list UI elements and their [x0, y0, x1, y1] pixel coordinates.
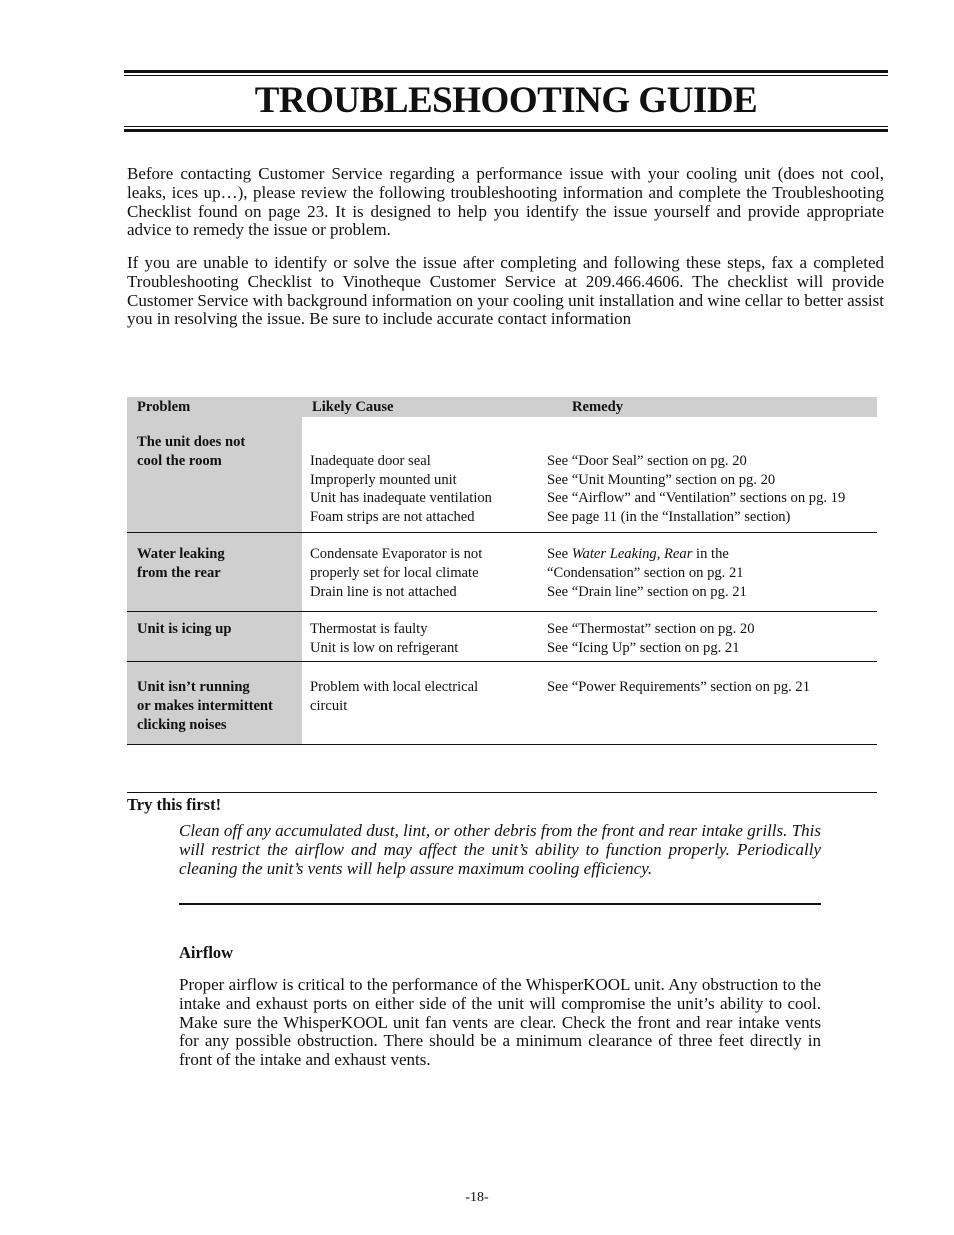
table-row [127, 612, 877, 662]
title-bottom-rule-thin [124, 126, 888, 127]
cause-cell [302, 662, 541, 745]
cause-line: Unit is low on refrigerant [310, 639, 459, 656]
table-header-row [127, 397, 877, 417]
cause-line: circuit [310, 697, 348, 714]
remedy-line: See “Thermostat” section on pg. 20 [547, 621, 755, 638]
try-first-top-rule [127, 792, 877, 793]
cause-cell [302, 533, 541, 612]
try-first-bottom-rule [179, 903, 821, 905]
title-bottom-rule-thick [124, 129, 888, 132]
problem-cell [127, 612, 302, 662]
remedy-italic-ref: Water Leaking, Rear [571, 546, 693, 563]
cause-line: Condensate Evaporator is not [310, 546, 483, 563]
cause-line: Unit has inadequate ventilation [310, 490, 492, 507]
problem-line: The unit does not [137, 434, 246, 450]
remedy-line [547, 545, 877, 564]
problem-line: Unit isn’t running [137, 679, 250, 696]
cause-line: Problem with local electrical [310, 679, 479, 696]
remedy-cell [541, 417, 877, 533]
remedy-line: See page 11 (in the “Installation” section) [547, 508, 791, 525]
cause-line: Improperly mounted unit [310, 471, 457, 488]
problem-line: from the rear [137, 564, 221, 581]
page-number: -18- [465, 1190, 489, 1205]
problem-cell [127, 662, 302, 745]
intro-paragraph-2: If you are unable to identify or solve the issue after completing and following these steps, fax a completed Troubleshooting Checklist to Vinotheque Customer Service at 209.466.4606. The checklist will provide Customer Service with background information on your cooling unit installation and wine cellar to better assist you in resolving the issue. Be sure to include accurate contact information [127, 253, 884, 329]
airflow-text: Proper airflow is critical to the performance of the WhisperKOOL unit. Any obstruction to the intake and exhaust ports on either side of the unit will compromise the unit’s ability to cool. Make sure the WhisperKOOL unit fan vents are clear. Check the front and rear intake vents for any possible obstruction. There should be a minimum clearance of three feet directly in front of the intake and exhaust vents. [179, 975, 821, 1070]
remedy-line: See “Airflow” and “Ventilation” sections on pg. 19 [547, 490, 846, 507]
table-row [127, 533, 877, 612]
header-problem: Problem [127, 397, 302, 417]
problem-cell [127, 533, 302, 612]
problem-cell [127, 417, 302, 533]
header-likely-cause: Likely Cause [302, 397, 541, 417]
table-row [127, 417, 877, 533]
remedy-line: See “Icing Up” section on pg. 21 [547, 639, 740, 656]
problem-line: Unit is icing up [137, 621, 232, 638]
airflow-heading: Airflow [179, 943, 234, 962]
cause-line: Foam strips are not attached [310, 508, 475, 525]
title-top-rule-thin [124, 75, 888, 76]
cause-line: Thermostat is faulty [310, 621, 428, 638]
cause-line: properly set for local climate [310, 564, 479, 581]
remedy-line: See “Door Seal” section on pg. 20 [547, 453, 747, 469]
try-first-heading: Try this first! [127, 795, 222, 814]
remedy-line: See “Drain line” section on pg. 21 [547, 583, 747, 600]
try-first-text: Clean off any accumulated dust, lint, or other debris from the front and rear intake grills. This will restrict the airflow and may affect the unit’s ability to function properly. Periodically cleaning the unit’s vents will help assure maximum cooling efficiency. [179, 821, 821, 878]
remedy-line: “Condensation” section on pg. 21 [547, 564, 744, 581]
title-top-rule-thick [124, 70, 888, 73]
problem-line: or makes intermittent [137, 697, 273, 714]
cause-line: Drain line is not attached [310, 583, 457, 600]
remedy-suffix: in the [692, 546, 729, 563]
cause-cell [302, 417, 541, 533]
table-row [127, 662, 877, 745]
problem-line: cool the room [137, 452, 222, 469]
problem-line: clicking noises [137, 716, 227, 733]
remedy-prefix: See [547, 546, 572, 563]
cause-line: Inadequate door seal [310, 453, 431, 469]
remedy-cell [541, 662, 877, 745]
cause-cell [302, 612, 541, 662]
remedy-cell [541, 612, 877, 662]
remedy-cell [541, 533, 877, 612]
remedy-line: See “Power Requirements” section on pg. 21 [547, 679, 811, 696]
intro-paragraph-1: Before contacting Customer Service regarding a performance issue with your cooling unit (does not cool, leaks, ices up…), please review the following troubleshooting information and complete the Troubleshooting Checklist found on page 23. It is designed to help you identify the issue yourself and provide appropriate advice to remedy the issue or problem. [127, 164, 884, 240]
header-remedy: Remedy [541, 397, 877, 417]
troubleshooting-table [127, 397, 877, 745]
problem-line: Water leaking [137, 546, 225, 563]
remedy-line: See “Unit Mounting” section on pg. 20 [547, 471, 776, 488]
page-title: TROUBLESHOOTING GUIDE [254, 80, 758, 121]
